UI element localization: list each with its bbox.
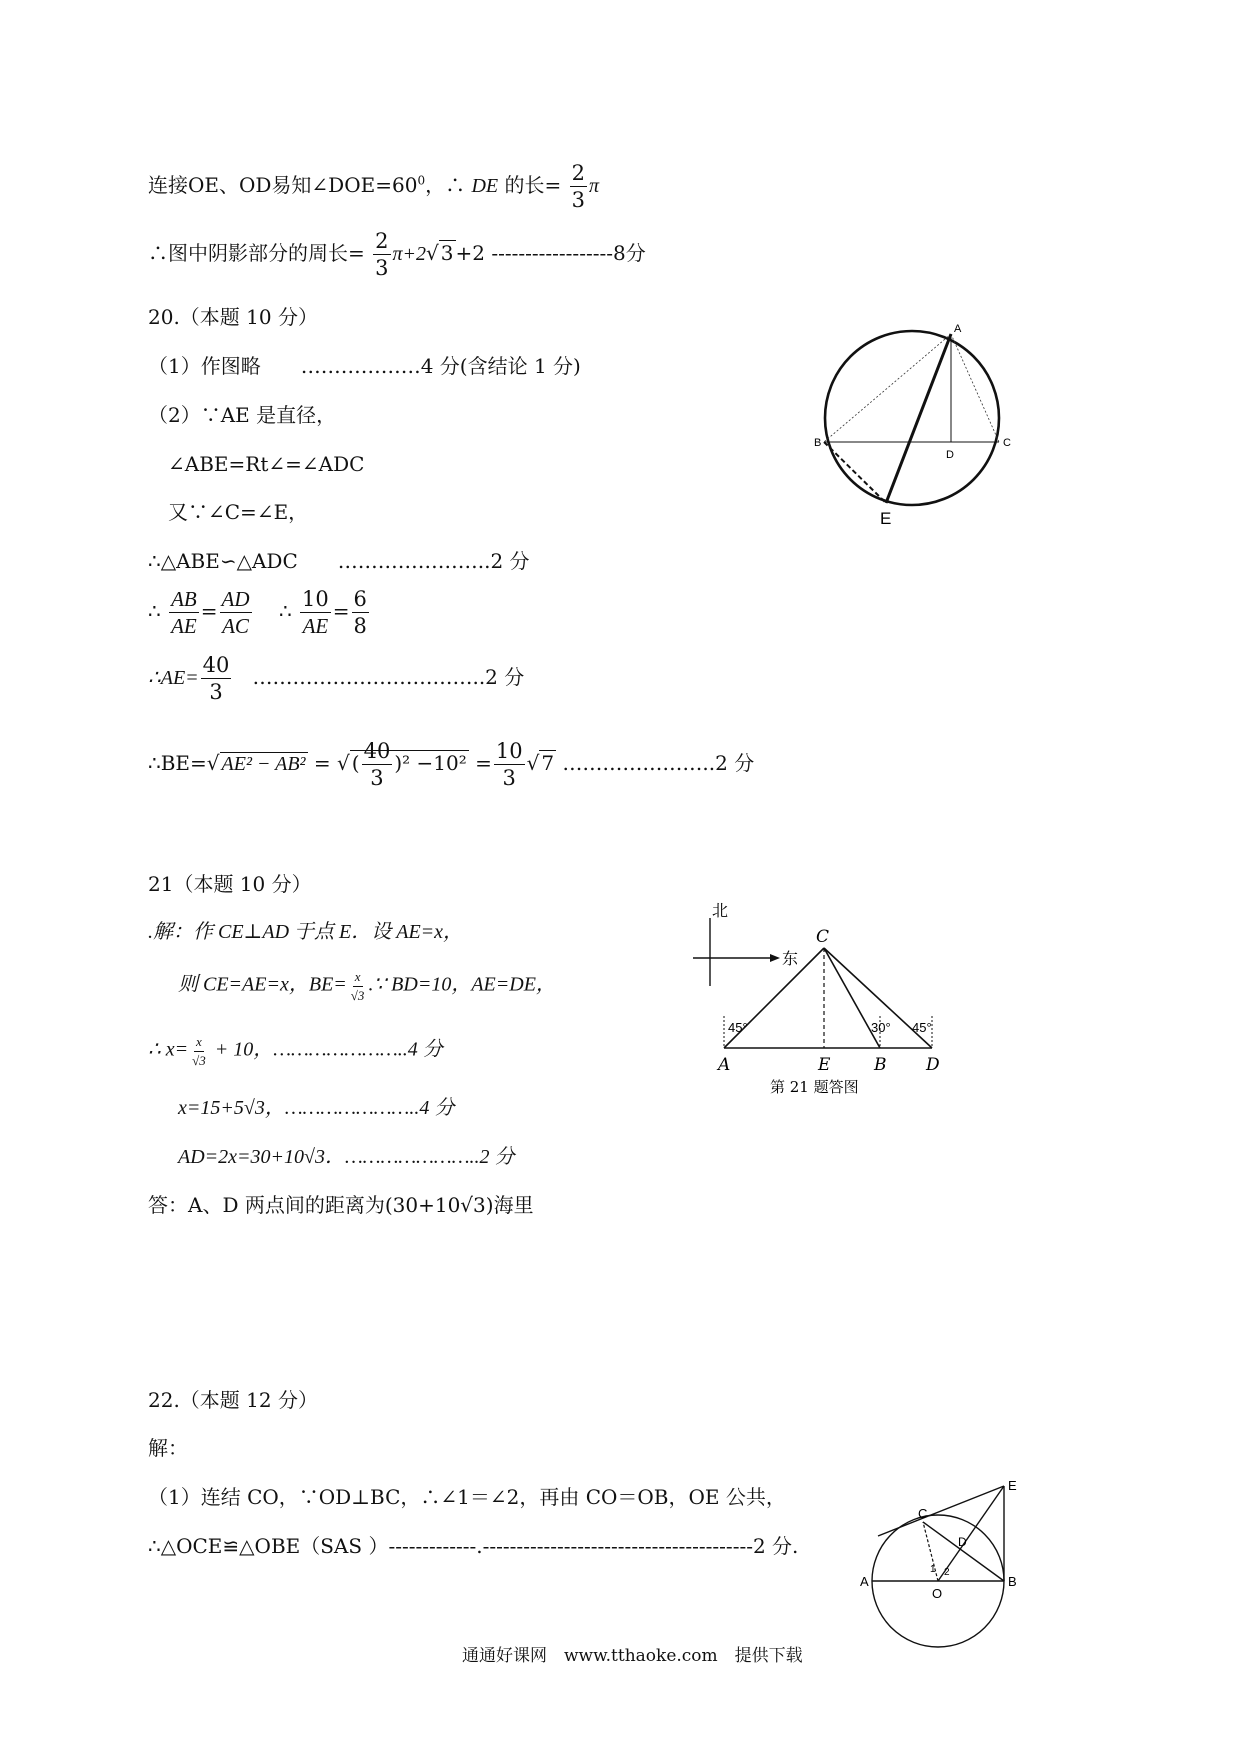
angle-2: 2 [944, 1567, 950, 1578]
label-a: A [718, 1055, 731, 1075]
q21-bearing-figure [688, 898, 948, 1108]
label-d: D [926, 1055, 940, 1075]
label-b: B [874, 1055, 887, 1075]
label-o: O [932, 1586, 943, 1601]
q22-line3: ∴△OCE≌△OBE（SAS ）-------------.----------------------------------------2 分. [148, 1534, 799, 1558]
q20-step5: ∴△ABE∽△ADC …………………..2 分 [148, 549, 530, 573]
q21-line4: x=15+5√3，…………………..4 分 [178, 1097, 455, 1119]
q22-title: 22.（本题 12 分） [148, 1388, 318, 1412]
angle-30: 30° [871, 1020, 891, 1035]
q20-step3: ∠ABE=Rt∠=∠ADC [168, 452, 365, 476]
fraction: $\frac{2}{3}$ [571, 161, 585, 213]
q20-circle-figure [808, 318, 1028, 528]
q20-step4: 又∵∠C=∠E， [168, 500, 309, 524]
q21-title: 21（本题 10 分） [148, 872, 312, 896]
q21-line2: 则 CE=AE=x，BE= $\frac{x}{√3}$ .∵ BD=10，AE=DE， [178, 969, 556, 1003]
angle-1: 1 [930, 1564, 936, 1575]
fraction: $\frac{2}{3}$ [375, 229, 389, 281]
label-e: E [818, 1055, 831, 1075]
q21-line3: ∴ x= $\frac{x}{√3}$ + 10，…………………..4 分 [148, 1034, 443, 1068]
figure-caption: 第 21 题答图 [770, 1078, 859, 1096]
label-c: C [1003, 437, 1011, 449]
q21-answer: 答：A、D 两点间的距离为(30+10√3)海里 [148, 1193, 534, 1217]
q22-line1: 解： [148, 1436, 188, 1460]
label-d: D [958, 1535, 967, 1549]
q22-circle-figure [858, 1478, 1028, 1658]
q20-be: ∴BE=√ AE² − AB² = √ ( $\frac{40}{3}$ )² −10² = $\frac{10}{3}$ √ 7 …………………..2 分 [148, 739, 755, 791]
angle-45-a: 45° [728, 1020, 748, 1035]
q20-title: 20.（本题 10 分） [148, 305, 318, 329]
label-a: A [860, 1574, 869, 1589]
label-b: B [814, 437, 822, 449]
east-label: 东 [782, 949, 799, 968]
q21-line5: AD=2x=30+10√3．…………………..2 分 [178, 1146, 515, 1168]
q20-ratio: ∴ $\frac{AB}{AE}$ = $\frac{AD}{AC}$ ∴ $\frac{10}{AE}$ = $\frac{6}{8}$ [148, 587, 367, 639]
label-b: B [1008, 1574, 1017, 1589]
label-c: C [918, 1506, 928, 1521]
north-label: 北 [712, 901, 729, 920]
label-e: E [1008, 1478, 1017, 1493]
q20-ae: ∴AE= $\frac{40}{3}$ ……………………………..2 分 [148, 653, 525, 705]
page-footer: 通通好课网 www.tthaoke.com 提供下载 [462, 1646, 803, 1666]
q20-step2: （2）∵AE 是直径， [148, 403, 337, 427]
label-a: A [954, 323, 962, 335]
q19-line2: ∴图中阴影部分的周长= $\frac{2}{3}$ π+2√ 3 +2 ------------------8分 [148, 229, 646, 281]
q21-line1: .解：作 CE⊥AD 于点 E．设 AE=x， [148, 921, 464, 943]
q22-line2: （1）连结 CO，∵OD⊥BC，∴∠1＝∠2，再由 CO＝OB，OE 公共， [148, 1485, 786, 1509]
q19-line1: 连接OE、OD易知$\angle DOE=60^0$，∴ DE 的长= $\frac{2}{3}$ π [148, 161, 599, 213]
label-e: E [880, 509, 892, 528]
label-d: D [946, 449, 954, 461]
q20-step1: （1）作图略 ………………4 分(含结论 1 分) [148, 354, 581, 378]
label-c: C [816, 927, 830, 947]
angle-45-d: 45° [912, 1020, 932, 1035]
